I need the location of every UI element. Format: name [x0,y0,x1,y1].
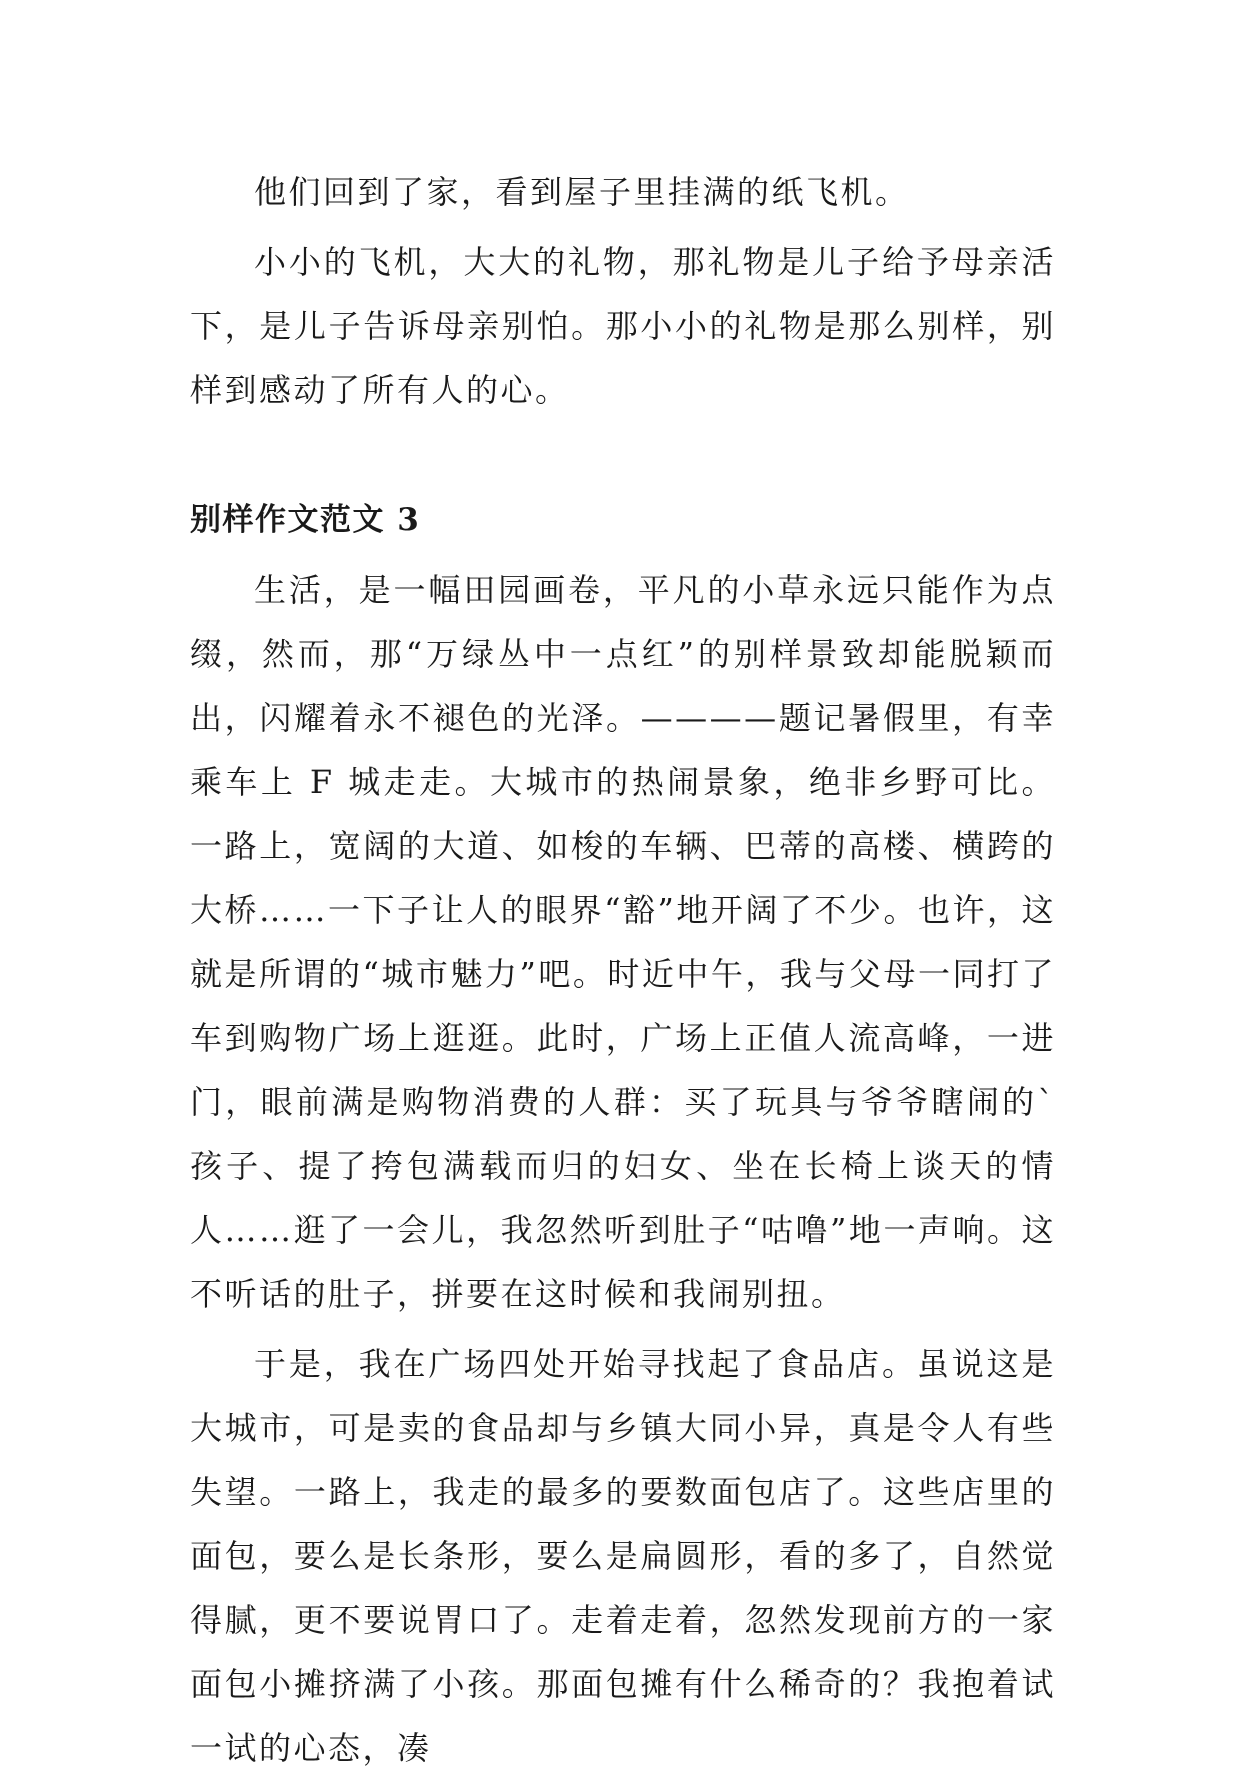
paragraph-return-home: 他们回到了家，看到屋子里挂满的纸飞机。 [254,173,910,211]
paragraph-gift: 小小的飞机，大大的礼物，那礼物是儿子给予母亲活下，是儿子告诉母亲别怕。那小小的礼物是那么别样，别样到感动了所有人的心。 [190,243,1056,409]
document-body [190,160,1056,1780]
section-heading: 别样作文范文 3 [190,502,421,538]
essay-section-3 [190,488,1056,1780]
paragraph-bakery: 于是，我在广场四处开始寻找起了食品店。虽说这是大城市，可是卖的食品却与乡镇大同小异，真是令人有些失望。一路上，我走的最多的要数面包店了。这些店里的面包，要么是长条形，要么是扁圆形，看的多了，自然觉得腻，更不要说胃口了。走着走着，忽然发现前方的一家面包小摊挤满了小孩。那面包摊有什么稀奇的？我抱着试一试的心态，凑 [190,1345,1056,1767]
paragraph-life-city: 生活，是一幅田园画卷，平凡的小草永远只能作为点缀，然而，那“万绿丛中一点红”的别样景致却能脱颖而出，闪耀着永不褪色的光泽。————题记暑假里，有幸乘车上 F 城走走。大城市的热闹景象，绝非乡野可比。一路上，宽阔的大道、如梭的车辆、巴蒂的高楼、横跨的大桥……一下子让人的眼界“豁”地开阔了不少。也许，这就是所谓的“城市魅力”吧。时近中午，我与父母一同打了车到购物广场上逛逛。此时，广场上正值人流高峰，一进门，眼前满是购物消费的人群：买了玩具与爷爷瞎闹的`孩子、提了挎包满载而归的妇女、坐在长椅上谈天的情人……逛了一会儿，我忽然听到肚子“咕噜”地一声响。这不听话的肚子，拼要在这时候和我闹别扭。 [190,571,1056,1313]
